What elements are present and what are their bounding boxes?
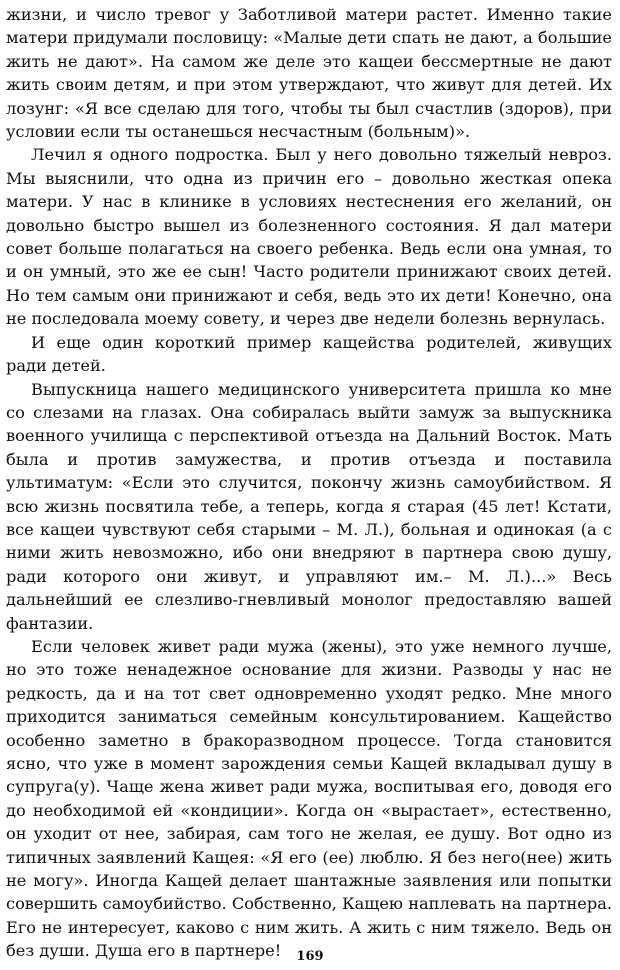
paragraph-spouse: Если человек живет ради мужа (жены), это уже немного лучше, но это тоже ненадежное основание для жизни. Разводы у нас не редкость, да и на тот свет одновременно уходят редко. Мне много приходится заниматься семейным консультированием. Кащейство особенно заметно в бракоразводном процессе. Тогда становится ясно, что уже в момент зарождения семьи Кащей вкладывал душу в супруга(у). Чаще жена живет ради мужа, воспитывая его, доводя его до необходимой ей «кондиции». Когда он «вырастает», естественно, он уходит от нее, забирая, сам того не желая, ее душу. Вот одно из типичных заявлений Кащея: «Я его (ее) люблю. Я без него(нее) жить не могу». Иногда Кащей делает шантажные заявления или попытки совершить самоубийство. Собственно, Кащею наплевать на партнера. Его не интересует, каково с ним жить. А жить с ним тяжело. Ведь он без души. Душа его в партнере!	[6, 636, 612, 961]
paragraph-continuation: жизни, и число тревог у Заботливой матери растет. Именно такие матери придумали пословицу: «Малые дети спать не дают, а большие жить не дают». На самом же деле это кащеи бессмертные не дают жить своим детям, и при этом утверждают, что живут для детей. Их лозунг: «Я все сделаю для того, чтобы ты был счастлив (здоров), при условии если ты останешься несчастным (больным)».	[6, 5, 612, 142]
paragraph-short-example: И еще один короткий пример кащейства родителей, живущих ради детей.	[6, 332, 612, 376]
page-number: 169	[296, 949, 324, 964]
paragraph-graduate-case: Выпускница нашего медицинского университета пришла ко мне со слезами на глазах. Она собиралась выйти замуж за выпускника военного училища с перспективой отъезда на Дальний Восток. Мать была и против замужества, и против отъезда и поставила ультиматум: «Если это случится, покончу жизнь самоубийством. Я всю жизнь посвятила тебе, а теперь, когда я старая (45 лет! Кстати, все кащеи чувствуют себя старыми – М. Л.), больная и одинокая (а с ними жить невозможно, ибо они внедряют в партнера свою душу, ради которого они живут, и управляют им.– М. Л.)...» Весь дальнейший ее слезливо-гневливый монолог предоставляю вашей фантазии.	[6, 379, 612, 633]
paragraph-teenager-case: Лечил я одного подростка. Был у него довольно тяжелый невроз. Мы выяснили, что одна из причин его – довольно жесткая опека матери. У нас в клинике в условиях нестеснения его желаний, он довольно быстро вышел из болезненного состояния. Я дал матери совет больше полагаться на своего ребенка. Ведь если она умная, то и он умный, это же ее сын! Часто родители принижают своих детей. Но тем самым они принижают и себя, ведь это их дети! Конечно, она не последовала моему совету, и через две недели болезнь вернулась.	[6, 145, 612, 329]
